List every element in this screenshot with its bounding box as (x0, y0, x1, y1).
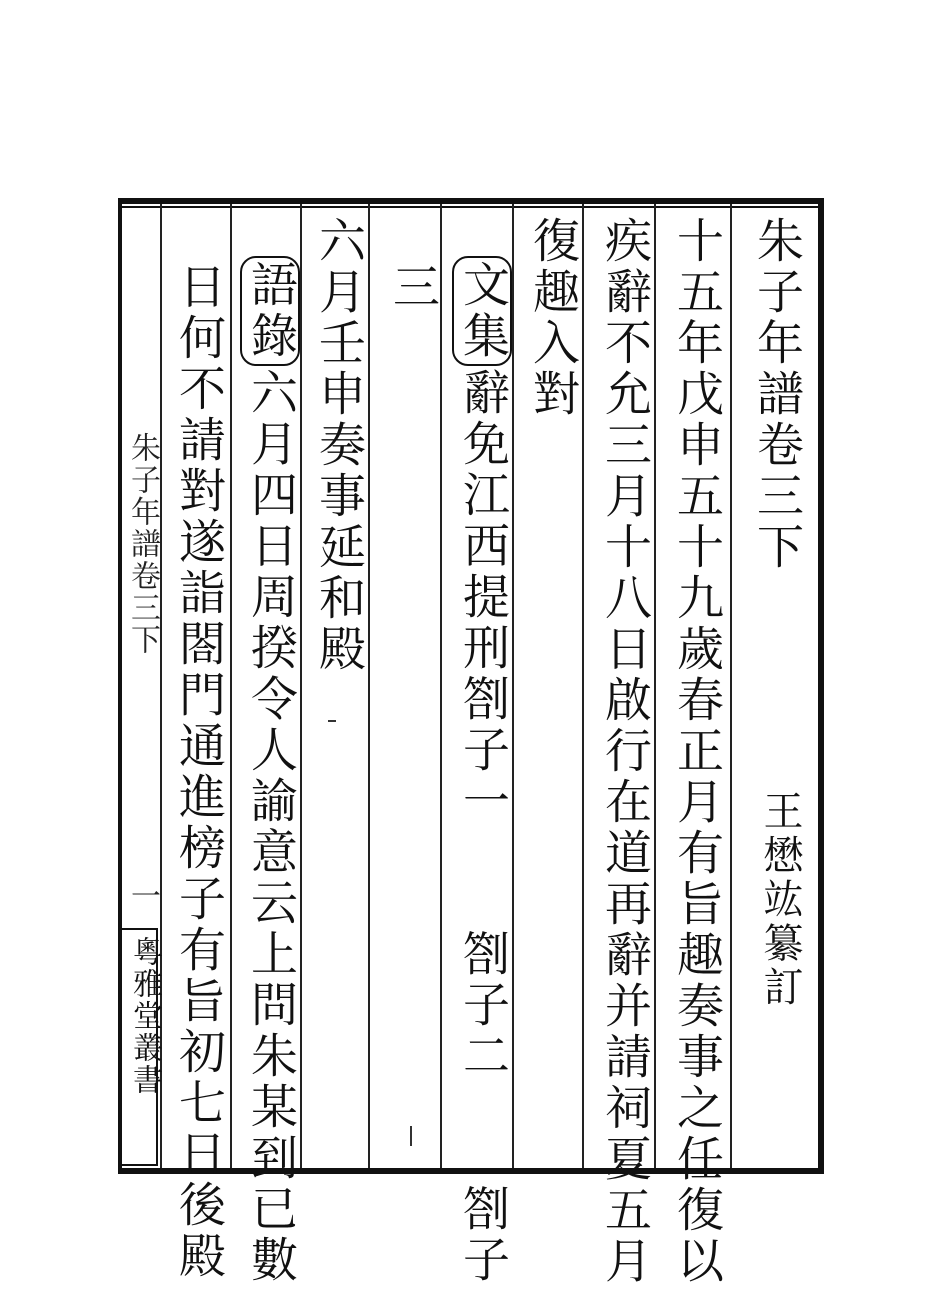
source-tag-yulu: 語錄 (240, 256, 300, 366)
text-column-4-body: 辭免江西提刑劄子一 劄子二 劄子 (455, 368, 510, 1286)
text-column-5: 三 (385, 262, 440, 313)
stray-mark (328, 720, 336, 722)
text-column-7-body: 六月四日周揆令人諭意云上問朱某到已數 (243, 368, 298, 1286)
leaf-number: 一 (125, 880, 160, 912)
frame-inner-rule (118, 206, 824, 208)
text-column-1: 十五年戊申五十九歲春正月有旨趣奏事之任復以 (669, 216, 724, 1287)
column-rule (300, 204, 302, 1168)
source-tag-wenji: 文集 (452, 256, 512, 366)
text-column-4 (452, 256, 512, 1286)
text-column-3: 復趣入對 (525, 216, 580, 420)
column-rule (368, 204, 370, 1168)
column-rule (582, 204, 584, 1168)
column-rule (654, 204, 656, 1168)
publisher-name: 粵雅堂叢書 (127, 936, 162, 1096)
book-title: 朱子年譜卷三下 (749, 216, 804, 573)
text-column-6: 六月壬申奏事延和殿 (311, 216, 366, 675)
column-rule (230, 204, 232, 1168)
running-title: 朱子年譜卷三下 (125, 432, 160, 656)
text-column-8: 日何不請對遂詣閤門通進榜子有旨初七日後殿 (171, 262, 226, 1282)
text-column-2: 疾辭不允三月十八日啟行在道再辭并請祠夏五月 (597, 216, 652, 1287)
column-rule (512, 204, 514, 1168)
column-rule (440, 204, 442, 1168)
column-rule (730, 204, 732, 1168)
text-column-7 (240, 256, 300, 1286)
compiler-credit: 王懋竑纂訂 (757, 790, 803, 1010)
stray-mark (410, 1126, 412, 1146)
